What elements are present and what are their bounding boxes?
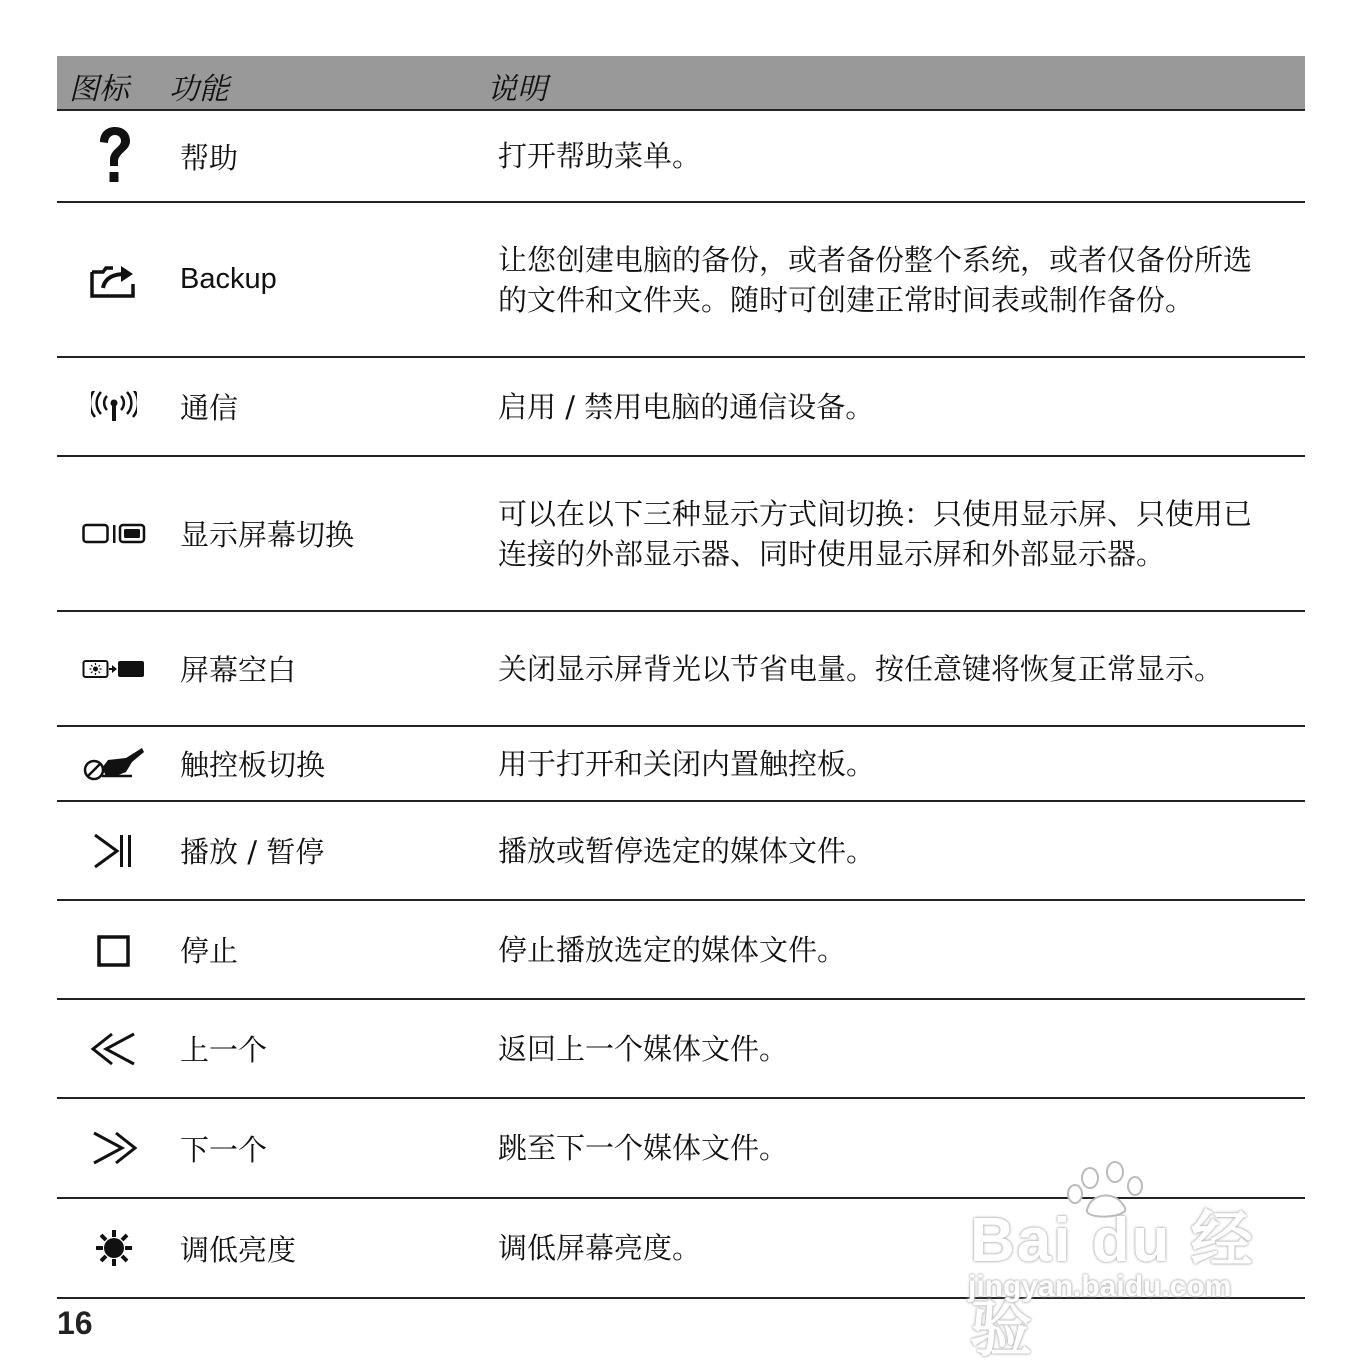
next-icon — [57, 1099, 170, 1197]
touchpad-toggle-icon — [57, 727, 170, 800]
play-pause-icon — [57, 802, 170, 899]
stop-icon — [57, 901, 170, 998]
row-description: 启用 / 禁用电脑的通信设备。 — [498, 389, 875, 424]
table-row — [57, 901, 1305, 1000]
table-row — [57, 358, 1305, 457]
watermark-sub: jingyan.baidu.com — [968, 1270, 1232, 1303]
function-key-table — [57, 56, 1305, 1299]
backup-icon — [57, 203, 170, 356]
row-description: 可以在以下三种显示方式间切换：只使用显示屏、只使用已连接的外部显示器、同时使用显示屏和外部显示器。 — [498, 496, 1253, 571]
row-function: 上一个 — [180, 1033, 268, 1067]
table-row — [57, 1000, 1305, 1099]
table-row — [57, 727, 1305, 802]
row-description: 让您创建电脑的备份，或者备份整个系统，或者仅备份所选的文件和文件夹。随时可创建正常时间表或制作备份。 — [498, 242, 1253, 317]
row-description: 停止播放选定的媒体文件。 — [498, 932, 847, 967]
wireless-icon — [57, 358, 170, 455]
row-function: 停止 — [180, 934, 239, 968]
table-row — [57, 802, 1305, 901]
row-description: 跳至下一个媒体文件。 — [498, 1131, 789, 1165]
header-icon-col: 图标 — [69, 72, 129, 107]
row-description: 打开帮助菜单。 — [498, 139, 702, 173]
row-function: Backup — [180, 263, 277, 295]
row-function: 调低亮度 — [180, 1232, 297, 1267]
row-function: 帮助 — [180, 140, 239, 175]
table-row — [57, 612, 1305, 727]
table-row — [57, 457, 1305, 612]
row-function: 显示屏幕切换 — [180, 518, 355, 552]
row-function: 播放 / 暂停 — [180, 835, 325, 869]
table-header — [57, 56, 1305, 111]
table-row — [57, 203, 1305, 358]
previous-icon — [57, 1000, 170, 1097]
row-description: 关闭显示屏背光以节省电量。按任意键将恢复正常显示。 — [498, 651, 1224, 686]
header-desc-col: 说明 — [487, 72, 547, 107]
row-function: 屏幕空白 — [180, 653, 297, 687]
baidu-watermark — [960, 1160, 1290, 1364]
row-description: 返回上一个媒体文件。 — [498, 1031, 789, 1066]
row-function: 下一个 — [180, 1132, 268, 1167]
screen-blank-icon — [57, 612, 170, 725]
table-row — [57, 111, 1305, 203]
row-description: 播放或暂停选定的媒体文件。 — [498, 833, 876, 868]
row-description: 用于打开和关闭内置触控板。 — [498, 746, 876, 781]
question-mark-icon — [57, 111, 170, 201]
row-function: 触控板切换 — [180, 748, 326, 782]
brightness-down-icon — [57, 1199, 170, 1297]
display-toggle-icon — [57, 457, 170, 610]
watermark-main: Bai du 经验 — [970, 1206, 1255, 1364]
row-description: 调低屏幕亮度。 — [498, 1231, 702, 1265]
page-number: 16 — [57, 1305, 93, 1341]
row-function: 通信 — [180, 391, 239, 425]
header-func-col: 功能 — [169, 72, 229, 107]
